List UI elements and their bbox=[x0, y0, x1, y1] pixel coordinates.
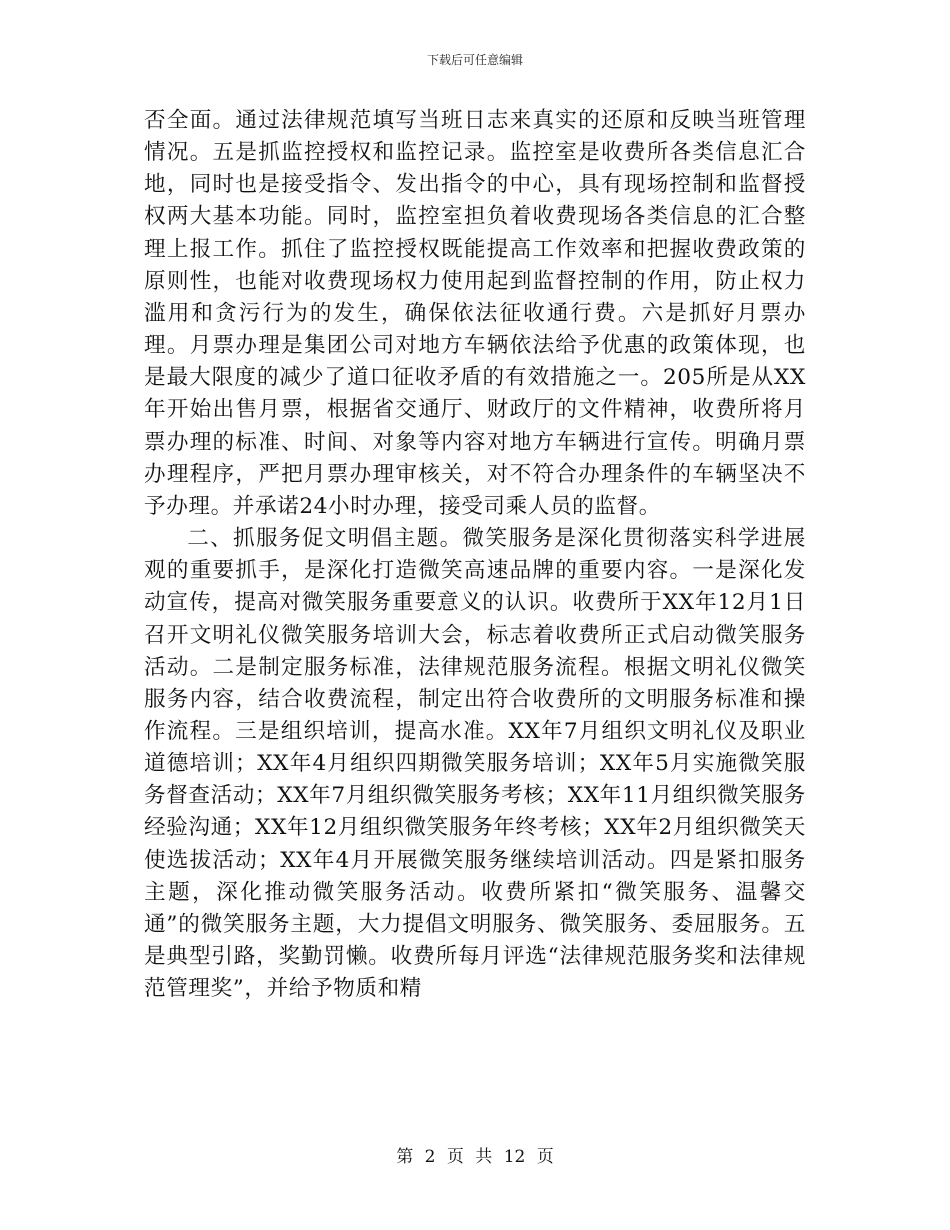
paragraph-2: 二、抓服务促文明倡主题。微笑服务是深化贯彻落实科学进展观的重要抓手，是深化打造微笑高速品牌的重要内容。一是深化发动宣传，提高对微笑服务重要意义的认识。收费所于XX年12月1日召开文明礼仪微笑服务培训大会，标志着收费所正式启动微笑服务活动。二是制定服务标准，法律规范服务流程。根据文明礼仪微笑服务内容，结合收费流程，制定出符合收费所的文明服务标准和操作流程。三是组织培训，提高水准。XX年7月组织文明礼仪及职业道德培训；XX年4月组织四期微笑服务培训；XX年5月实施微笑服务督查活动；XX年7月组织微笑服务考核；XX年11月组织微笑服务经验沟通；XX年12月组织微笑服务年终考核；XX年2月组织微笑天使选拔活动；XX年4月开展微笑服务继续培训活动。四是紧扣服务主题，深化推动微笑服务活动。收费所紧扣“微笑服务、温馨交通”的微笑服务主题，大力提倡文明服务、微笑服务、委屈服务。五是典型引路，奖勤罚懒。收费所每月评选“法律规范服务奖和法律规范管理奖”，并给予物质和精 bbox=[144, 526, 806, 1002]
page-header: 下载后可任意编辑 bbox=[426, 53, 523, 67]
page-number-footer: 第 2 页 共 12 页 bbox=[396, 1147, 554, 1167]
document-body bbox=[144, 105, 806, 1005]
paragraph-1: 否全面。通过法律规范填写当班日志来真实的还原和反映当班管理情况。五是抓监控授权和监控记录。监控室是收费所各类信息汇合地，同时也是接受指令、发出指令的中心，具有现场控制和监督授权两大基本功能。同时，监控室担负着收费现场各类信息的汇合整理上报工作。抓住了监控授权既能提高工作效率和把握收费政策的原则性，也能对收费现场权力使用起到监督控制的作用，防止权力滥用和贪污行为的发生，确保依法征收通行费。六是抓好月票办理。月票办理是集团公司对地方车辆依法给予优惠的政策体现，也是最大限度的减少了道口征收矛盾的有效措施之一。205所是从XX年开始出售月票，根据省交通厅、财政厅的文件精神，收费所将月票办理的标准、时间、对象等内容对地方车辆进行宣传。明确月票办理程序，严把月票办理审核关，对不符合办理条件的车辆坚决不予办理。并承诺24小时办理，接受司乘人员的监督。 bbox=[144, 108, 806, 519]
